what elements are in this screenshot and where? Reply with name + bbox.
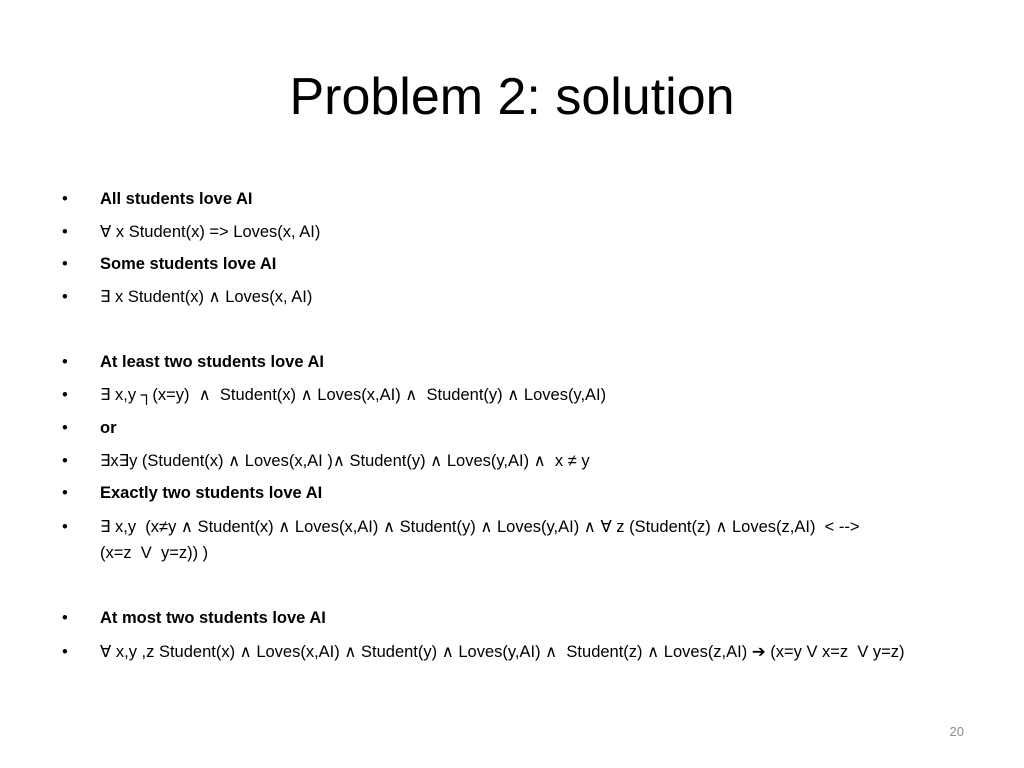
bullet-text: ∀ x Student(x) => Loves(x, AI): [100, 223, 321, 241]
bullet-text: At most two students love AI: [100, 609, 326, 627]
bullet-formula-at-most-two: [62, 639, 962, 665]
bullet-text: or: [100, 419, 117, 437]
bullet-formula-exactly-two: [62, 514, 865, 566]
bullet-formula-at-least-two-alt: [62, 448, 962, 474]
bullet-text: ∃ x,y (x≠y ∧ Student(x) ∧ Loves(x,AI) ∧ Student(y) ∧ Loves(y,AI) ∧ ∀ z (Student(z) ∧ Loves(z,AI) < --> (x=z V y=z)) ): [100, 518, 865, 562]
bullet-heading-exactly-two: [62, 480, 962, 506]
bullet-text: All students love AI: [100, 190, 253, 208]
bullet-heading-some-students: [62, 251, 962, 277]
bullet-dot: •: [62, 288, 68, 306]
bullet-heading-all-students: [62, 186, 962, 212]
bullet-text: ∃x∃y (Student(x) ∧ Loves(x,AI )∧ Student(y) ∧ Loves(y,AI) ∧ x ≠ y: [100, 452, 590, 470]
slide-title: Problem 2: solution: [289, 68, 735, 126]
bullet-text: Some students love AI: [100, 255, 277, 273]
bullet-dot: •: [62, 452, 68, 470]
bullet-or: [62, 415, 962, 441]
bullet-dot: •: [62, 419, 68, 437]
bullet-dot: •: [62, 518, 68, 536]
bullet-heading-at-most-two: [62, 605, 962, 631]
bullet-dot: •: [62, 484, 68, 502]
bullet-text: Exactly two students love AI: [100, 484, 323, 502]
bullet-dot: •: [62, 643, 68, 661]
bullet-dot: •: [62, 386, 68, 404]
bullet-formula-all-students: [62, 219, 962, 245]
bullet-text: ∃ x,y ┐(x=y) ∧ Student(x) ∧ Loves(x,AI) ∧ Student(y) ∧ Loves(y,AI): [100, 386, 607, 404]
bullet-heading-at-least-two: [62, 349, 962, 375]
bullet-formula-some-students: [62, 284, 962, 310]
bullet-text: ∃ x Student(x) ∧ Loves(x, AI): [100, 288, 313, 306]
bullet-dot: •: [62, 190, 68, 208]
bullet-text: ∀ x,y ,z Student(x) ∧ Loves(x,AI) ∧ Student(y) ∧ Loves(y,AI) ∧ Student(z) ∧ Loves(z,AI) ➔ (x=y V x=z V y=z): [100, 643, 905, 661]
bullet-dot: •: [62, 353, 68, 371]
bullet-dot: •: [62, 255, 68, 273]
bullet-formula-at-least-two: [62, 382, 962, 408]
bullet-dot: •: [62, 609, 68, 627]
page-number: 20: [949, 724, 964, 739]
bullet-text: At least two students love AI: [100, 353, 325, 371]
bullet-dot: •: [62, 223, 68, 241]
